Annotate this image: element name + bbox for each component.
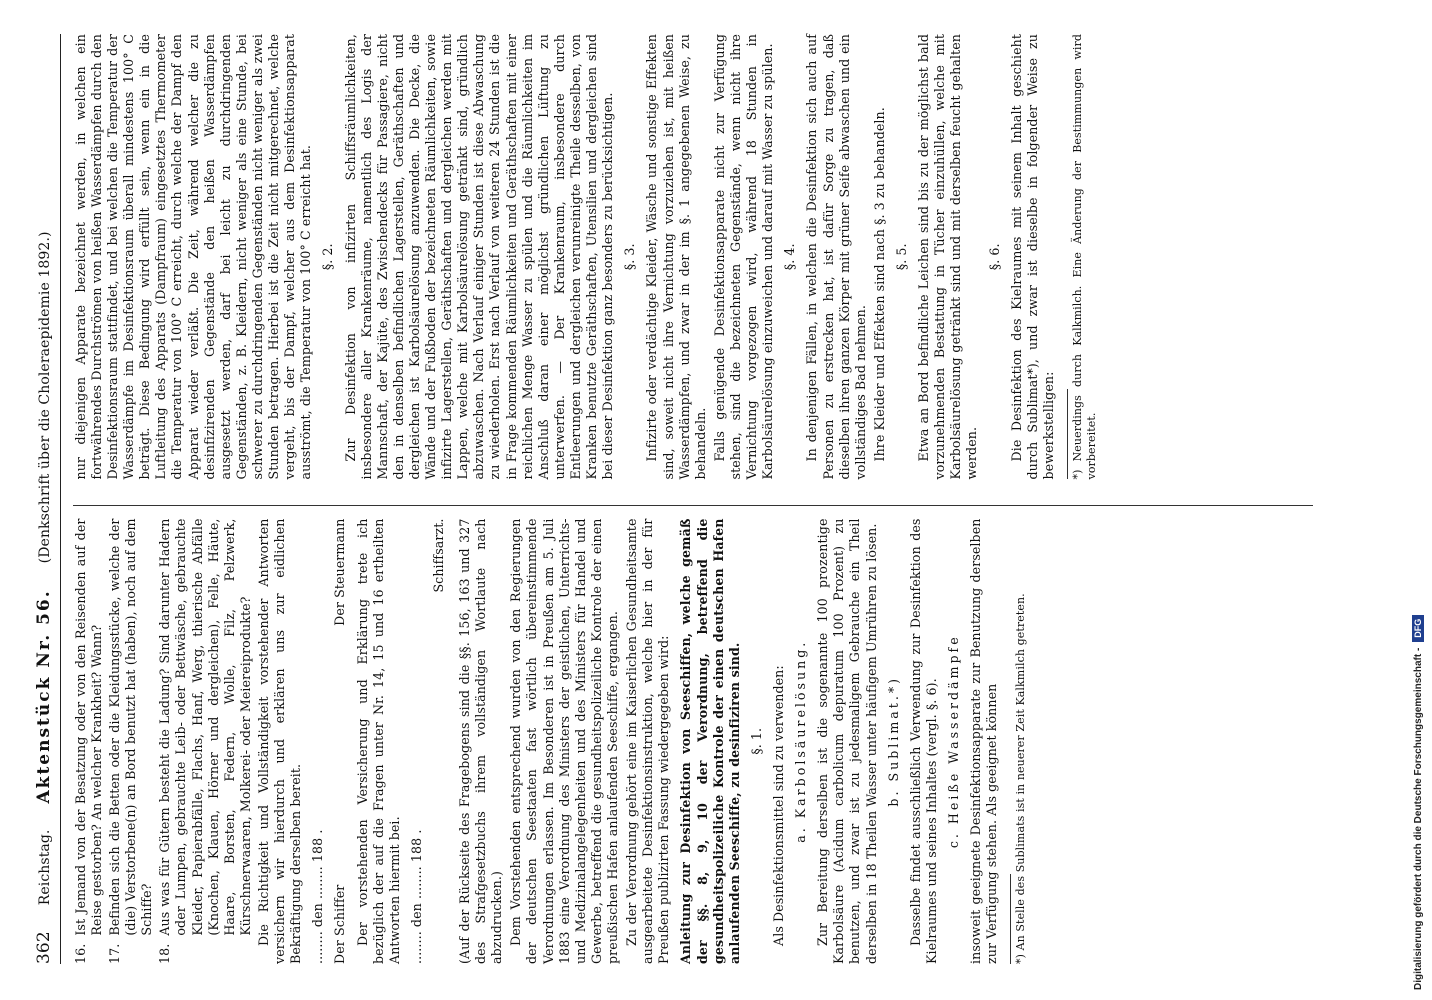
left-column xyxy=(73,506,1313,965)
section-4-heading: §. 4. xyxy=(782,243,798,271)
subsection-a-text: Zur Bereitung derselben ist die sogenannte 100 prozentige Karbolsäure (Acidum carbolicum depuratum 100 Prozent) zu benutzen, und zwar ist zu jedesmaligem Gebrauche ein Theil derselben in 18 Theilen Wasser unter häufigem Umrühren zu lösen. xyxy=(815,518,879,964)
subsection-c-text: insoweit geeignete Desinfektionsapparate zur Benutzung derselben zur Verfügung stehen. Als geeignet können xyxy=(968,518,1000,964)
signature-line: ........ den ........ 188 . xyxy=(310,829,326,964)
document-page xyxy=(10,0,1390,1000)
section-5-heading: §. 5. xyxy=(894,243,909,271)
section-2-heading: §. 2. xyxy=(320,243,336,271)
ship-doctor-signature: Schiffsarzt. xyxy=(430,518,446,593)
instruction-intro: Zu der Verordnung gehört eine im Kaiserlichen Gesundheitsamte ausgearbeitete Desinfektionsinstruktion, welche hier in der für Preußen publizirten Fassung wiedergegeben wird: xyxy=(624,518,672,964)
running-header xyxy=(34,34,61,964)
section-4-text-2: Ihre Kleider und Effekten sind nach §. 3 zu behandeln. xyxy=(871,107,887,462)
header-act: Aktenstück Nr. 56. xyxy=(34,589,54,804)
text-columns xyxy=(73,34,1313,964)
question-item: 16. Ist Jemand von der Besatzung oder von den Reisenden auf der Reise gestorben? An welcher Krankheit? Wann? xyxy=(72,518,104,964)
instruction-title: Anleitung zur Desinfektion von Seeschiffen, welche gemäß der §§. 8, 9, 10 der Verordnung, betreffend die gesundheitspolizeiliche Kontrole der einen deutschen Hafen anlaufenden Seeschiffe, zu desinfiziren sind. xyxy=(678,518,742,964)
section-2-text: Zur Desinfektion von infizirten Schiffsräumlichkeiten, insbesondere aller Krankenräume, namentlich des Logis der Mannschaft, der Kajüte, des Zwischendecks für Passagiere, nicht den in denselben befindlichen Lagerstellen, Geräthschaften und dergleichen ist Karbolsäurelösung anzuwenden. Die Decke, die Wände und der Fußboden der bezeichneten Räumlichkeiten, sowie infizirte Lagerstellen, Geräthschaften und dergleichen werden mit Lappen, welche mit Karbolsäurelösung getränkt sind, gründlich abzuwaschen. Nach Verlauf einiger Stunden ist diese Abwaschung zu wiederholen. Erst nach Verlauf von weiteren 24 Stunden ist die in Frage kommenden Räumlichkeiten und Geräthschaften mit einer reichlichen Menge Wasser zu spülen und die Räumlichkeiten im Anschluß daran einer möglichst gründlichen Lüftung zu unterwerfen. — Der Krankenraum, insbesondere durch Entleerungen und dergleichen verunreinigte Theile desselben, von Kranken benutzte Geräthschaften, Utensilien und dergleichen sind bei dieser Desinfektion ganz besonders zu berücksichtigen. xyxy=(342,34,616,480)
subsection-c-heading: c. Heiße Wasserdämpfe xyxy=(946,634,961,849)
doctor-paragraph: Der vorstehenden Versicherung und Erklärung trete ich bezüglich der auf die Fragen unter Nr. 14, 15 und 16 ertheilten Antworten hiermit bei. xyxy=(354,518,402,964)
footnote: *) Neuerdings durch Kalkmilch. Eine Änderung der Bestimmungen wird vorbereitet. xyxy=(1070,34,1099,480)
right-column xyxy=(73,34,1313,480)
section-3-text-2: Falls genügende Desinfektionsapparate nicht zur Verfügung stehen, sind die bezeichneten Gegenstände, wenn nicht ihre Vernichtung vorgezogen wird, während 18 Stunden in Karbolsäurelösung einzuweichen und darauf mit Wasser zu spülen. xyxy=(711,34,776,480)
page-number: 362 xyxy=(34,931,54,964)
question-item: 17. Befinden sich die Betten oder die Kleidungsstücke, welche der (die) Verstorbene(n) an Bord benutzt hat (haben), noch auf dem Schiffe? xyxy=(106,518,155,964)
subsection-a-heading: a. Karbolsäurelösung. xyxy=(793,639,809,843)
footnote-rule xyxy=(1010,874,1011,964)
section-4-text: In denjenigen Fällen, in welchen die Desinfektion sich auch auf Personen zu erstrecken hat, ist dafür Sorge zu tragen, daß dieselben ihren ganzen Körper mit grüner Seife abwaschen und ein vollständiges Bad nehmen. xyxy=(804,34,868,480)
footnote-rule xyxy=(1067,390,1068,480)
header-body: Reichstag. xyxy=(37,829,53,906)
question-item: 18. Aus was für Gütern besteht die Ladung? Sind darunter Hadern oder Lumpen, gebrauchte Leib- oder Bettwäsche, gebrauchte Kleider, Papierabfälle, Flachs, Hanf, Werg, thierische Abfälle (Knochen, Klauen, Hörner und dergleichen), Felle, Häute, Haare, Borsten, Federn, Wolle, Filz, Pelzwerk, Kürschnerwaaren, Molkerei- oder Meiereiprodukte? xyxy=(157,518,253,964)
credit-text: Digitalisierung gefördert durch die Deutsche Forschungsgemeinschaft - xyxy=(1412,647,1424,990)
digitization-credit xyxy=(1412,10,1428,990)
declaration-paragraph: Die Richtigkeit und Vollständigkeit vorstehender Antworten versichern wir hierdurch und erklären uns zur eidlichen Bekräftigung derselben bereit. xyxy=(255,518,304,964)
continued-paragraph: nur diejenigen Apparate bezeichnet werden, in welchen ein fortwährendes Durchströmen von heißen Wasserdämpfen durch den Desinfektionsraum stattfindet, und bei welchen die Temperatur der Wasserdämpfe im Desinfektionsraum überall mindestens 100° C beträgt. Diese Bedingung wird erfüllt sein, wenn ein in die Luftleitung des Apparats (Dampfraum) eingesetztes Thermometer die Temperatur von 100° C erreicht, durch welche der Dampf den Apparat wieder verläßt. Die Zeit, während welcher die zu desinfizirenden Gegenstände den heißen Wasserdämpfen ausgesetzt werden, darf bei leicht zu durchdringenden Gegenständen, z. B. Kleidern, nicht weniger als eine Stunde, bei schwerer zu durchdringenden Gegenständen nicht weniger als zwei Stunden betragen. Hierbei ist die Zeit nicht mitgerechnet, welche vergeht, bis der Dampf, welcher aus dem Desinfektionsapparat ausströmt, die Temperatur von 100° C erreicht hat. xyxy=(72,34,314,480)
note-paragraph: (Auf der Rückseite des Fragebogens sind die §§. 156, 163 und 327 des Strafgesetzbuchs ihrem vollständigen Wortlaute nach abzudrucken.) xyxy=(457,518,505,964)
section-1-text: Als Desinfektionsmittel sind zu verwenden: xyxy=(771,665,787,946)
signature-names: Der Schiffer Der Steuermann xyxy=(332,518,348,964)
section-5-text: Etwa an Bord befindliche Leichen sind bis zu der möglichst bald vorzunehmenden Bestattung in Tücher einzuhüllen, welche mit Karbolsäurelösung getränkt sind und mit derselben feucht gehalten werden. xyxy=(916,34,980,480)
section-1-heading: §. 1. xyxy=(748,727,764,755)
footnote: *) An Stelle des Sublimats ist in neuerer Zeit Kalkmilch getreten. xyxy=(1014,593,1028,964)
section-6-heading: §. 6. xyxy=(986,243,1002,271)
header-title: (Denkschrift über die Choleraepidemie 1892.) xyxy=(37,231,53,564)
dfg-logo: DFG xyxy=(1412,615,1424,642)
regulation-paragraph: Dem Vorstehenden entsprechend wurden von den Regierungen der deutschen Seestaaten fast wörtlich übereinstimmende Verordnungen erlassen. Im Besonderen ist in Preußen am 5. Juli 1883 eine Verordnung des Ministers der geistlichen, Unterrichts- und Medizinalangelegenheiten und des Ministers für Handel und Gewerbe, betreffend die gesundheitspolizeiliche Kontrole der einen preußischen Hafen anlaufenden Seeschiffe, ergangen. xyxy=(508,518,621,964)
section-3-heading: §. 3. xyxy=(622,243,638,271)
subsection-b-heading: b. Sublimat.*) xyxy=(885,675,901,807)
subsection-b-text: Dasselbe findet ausschließlich Verwendung zur Desinfektion des Kielraumes und seines Inhaltes (vergl. §. 6). xyxy=(907,518,939,964)
section-3-text: Infizirte oder verdächtige Kleider, Wäsche und sonstige Effekten sind, soweit nicht ihre Vernichtung vorzuziehen ist, mit heißen Wasserdämpfen, und zwar in der im §. 1 angegebenen Weise, zu behandeln. xyxy=(644,34,708,480)
section-6-text: Die Desinfektion des Kielraumes mit seinem Inhalt geschieht durch Sublimat*), und zwar ist dieselbe in folgender Weise zu bewerkstelligen: xyxy=(1008,34,1056,480)
signature-line-2: ........ den ........ 188 . xyxy=(408,829,424,964)
